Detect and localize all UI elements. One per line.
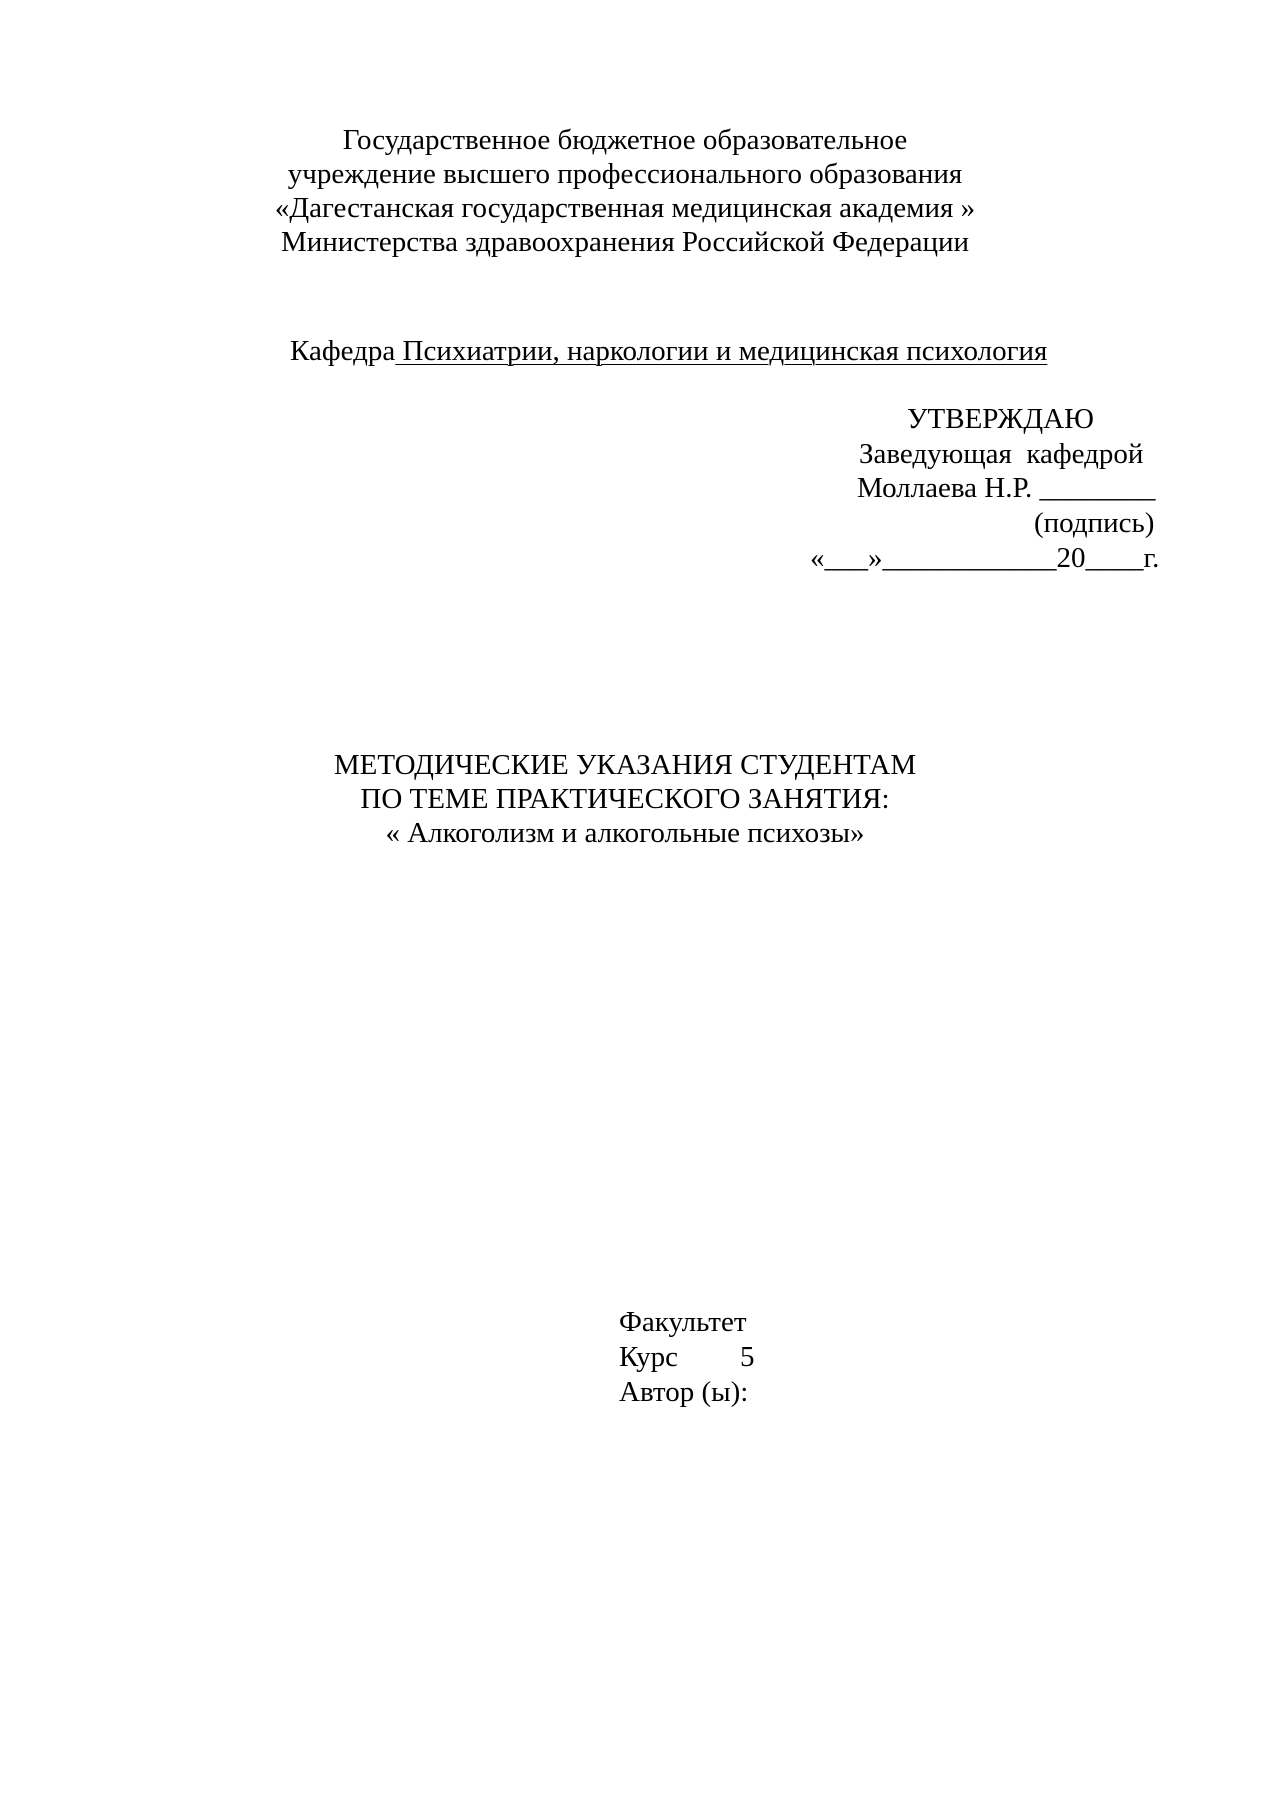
course-label: Курс xyxy=(619,1341,679,1373)
approval-date-line: «___»____________20____г. xyxy=(810,542,1160,574)
signature-caption: (подпись) xyxy=(1034,507,1155,539)
header-line-2: учреждение высшего профессионального образования xyxy=(287,158,963,190)
title-line-1: МЕТОДИЧЕСКИЕ УКАЗАНИЯ СТУДЕНТАМ xyxy=(333,749,917,781)
authors-label: Автор (ы): xyxy=(619,1376,749,1408)
approval-position: Заведующая кафедрой xyxy=(859,438,1144,470)
approval-title: УТВЕРЖДАЮ xyxy=(907,403,1094,435)
institution-header xyxy=(0,123,1265,259)
department-label: Кафедра xyxy=(290,335,396,367)
header-line-4: Министерства здравоохранения Российской Федерации xyxy=(280,226,970,258)
title-line-2: ПО ТЕМЕ ПРАКТИЧЕСКОГО ЗАНЯТИЯ: xyxy=(360,783,890,815)
approval-signer: Моллаева Н.Р. ________ xyxy=(857,472,1156,504)
department-line xyxy=(290,334,1047,368)
header-line-3: «Дагестанская государственная медицинская академия » xyxy=(274,192,976,224)
department-name: Психиатрии, наркологии и медицинская психология xyxy=(395,335,1048,367)
header-line-1: Государственное бюджетное образовательное xyxy=(342,124,908,156)
course-value: 5 xyxy=(740,1341,755,1373)
title-line-3: « Алкоголизм и алкогольные психозы» xyxy=(385,817,865,849)
document-title xyxy=(0,748,1265,850)
faculty-label: Факультет xyxy=(619,1306,747,1338)
